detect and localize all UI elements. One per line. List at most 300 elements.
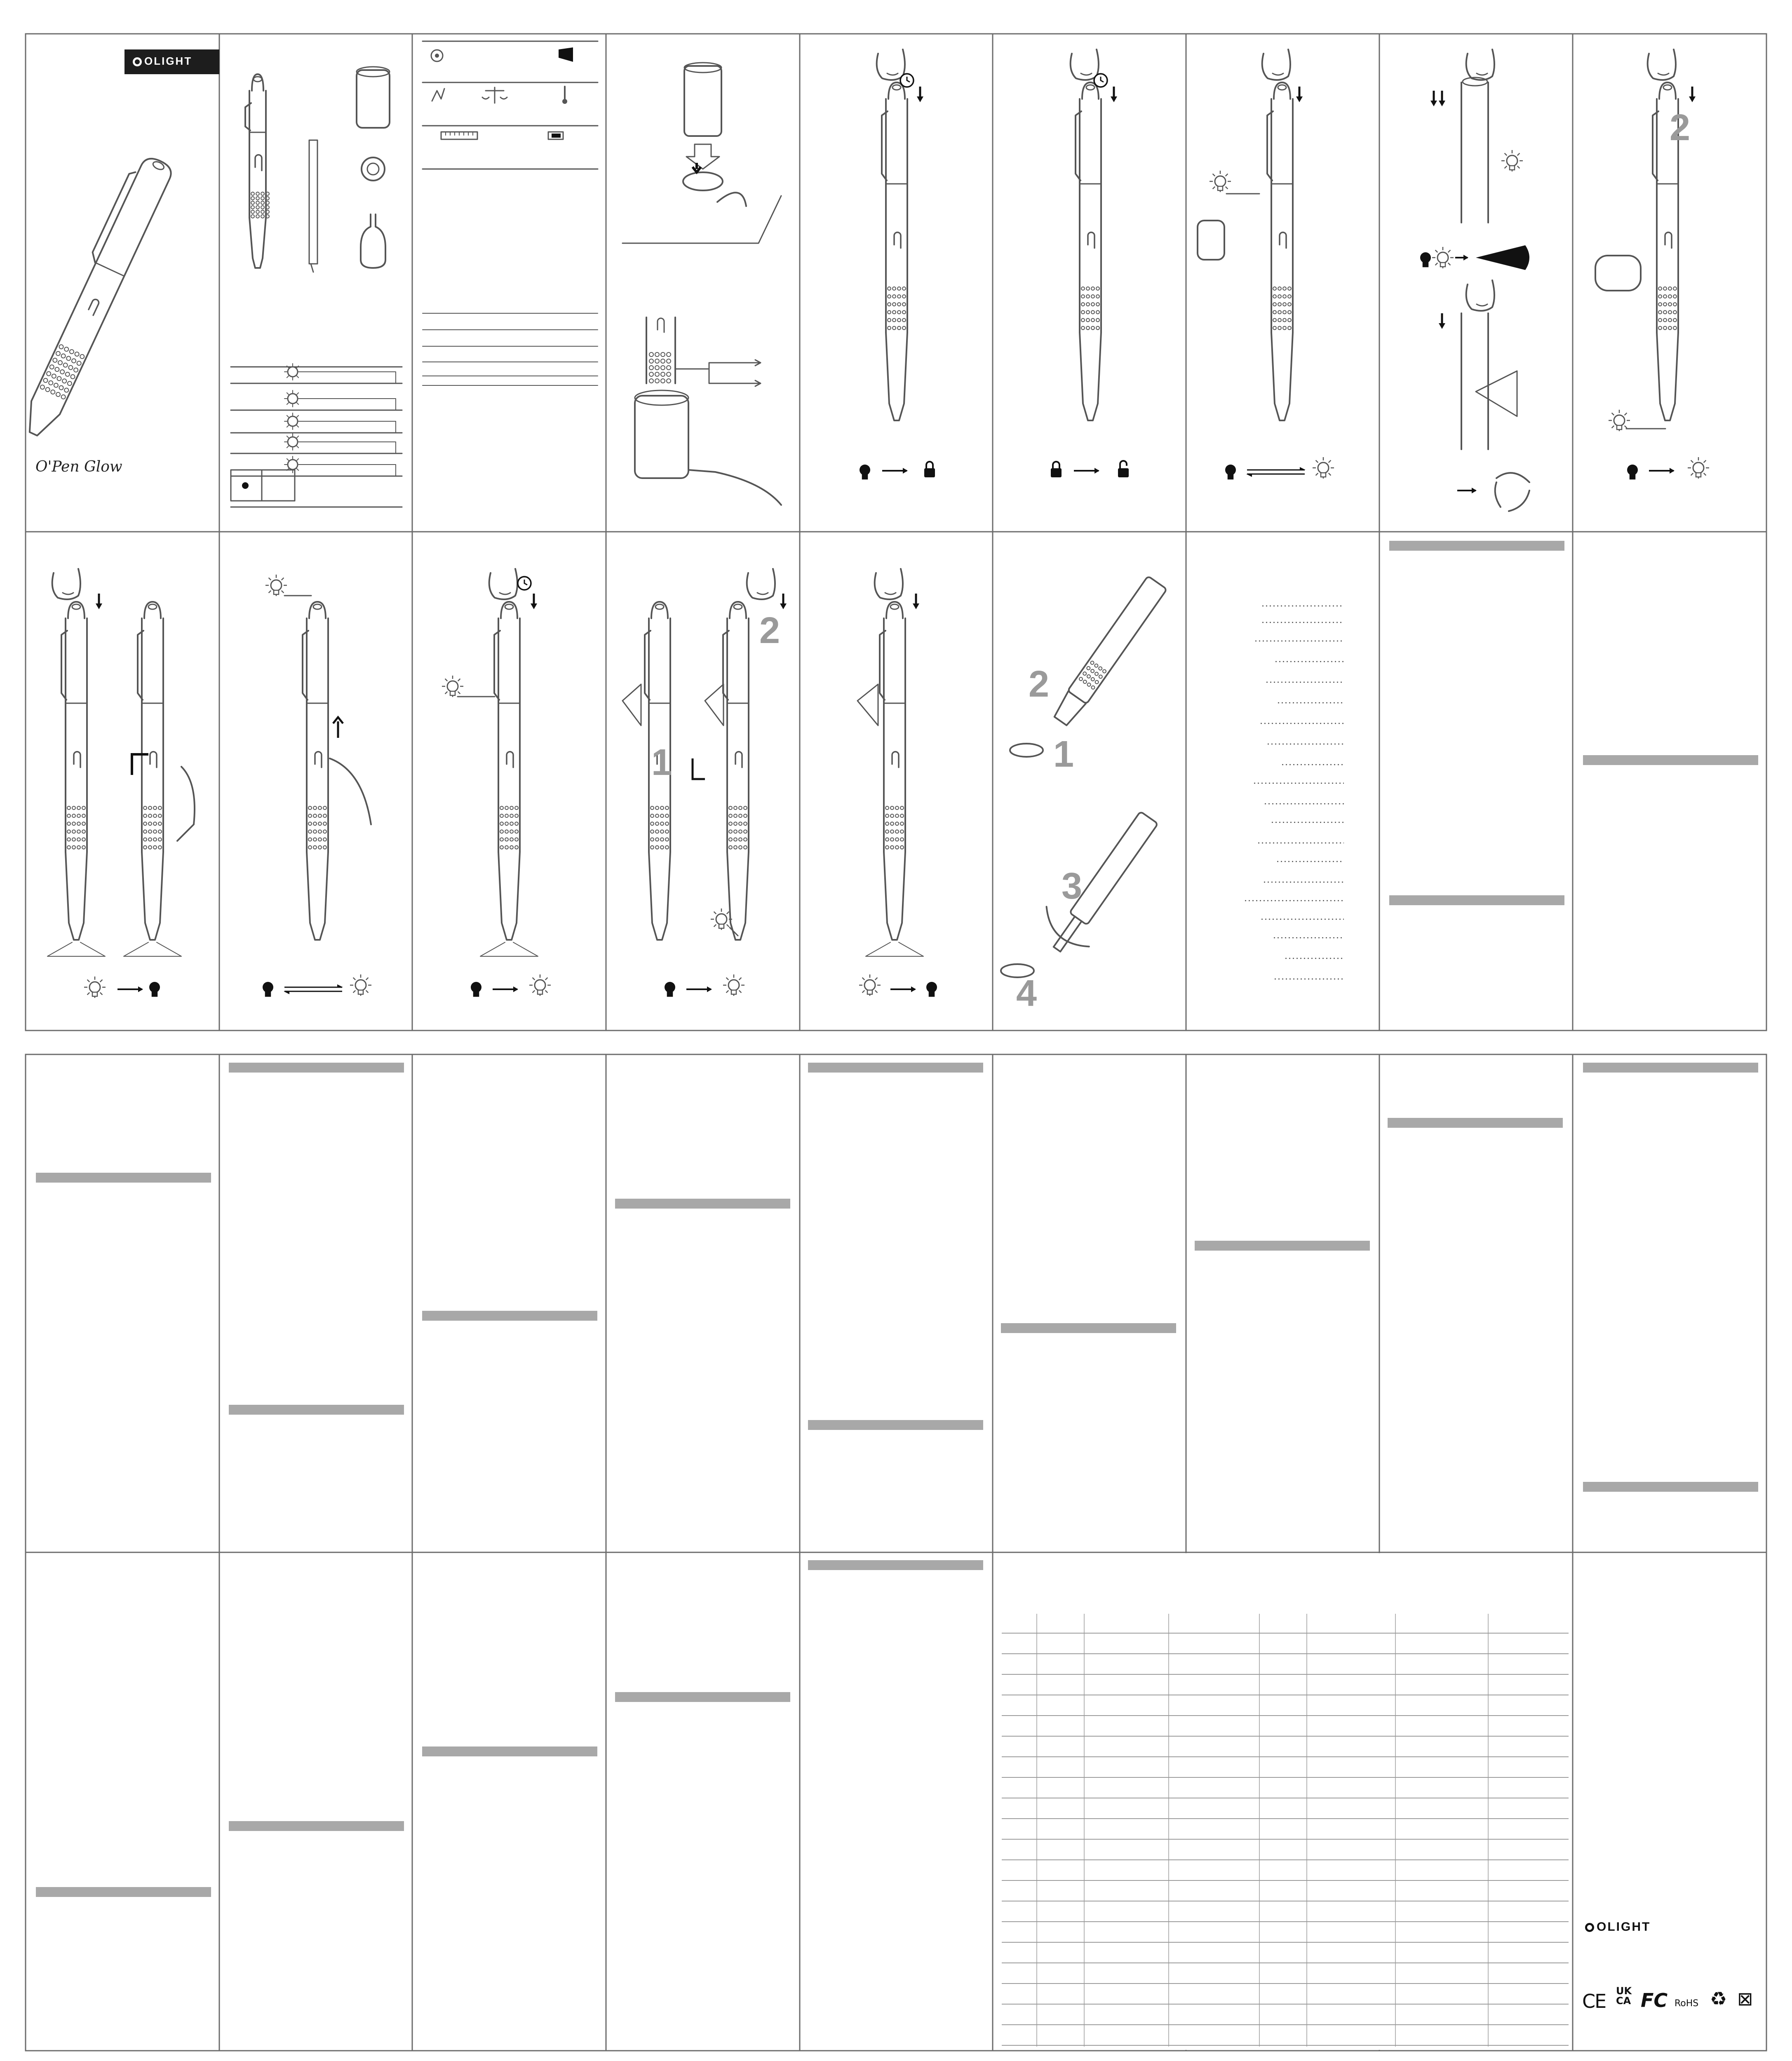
fingernail — [887, 73, 898, 75]
transition-arrow — [686, 986, 712, 992]
grip-dot — [885, 814, 889, 817]
bulb-glass — [1693, 462, 1704, 473]
grip-dot — [500, 838, 503, 841]
brand-logo-back-icon — [1585, 1923, 1594, 1932]
pen-illustration — [882, 82, 907, 420]
ruler-icon — [441, 132, 477, 139]
arrow-head — [531, 603, 537, 609]
refill-step-lower — [1030, 799, 1169, 964]
bulb-base — [1228, 475, 1233, 479]
grip-dot — [729, 814, 732, 817]
led-ray — [287, 436, 289, 438]
grip-dot — [66, 356, 71, 361]
toggle-arrows — [284, 984, 343, 994]
grip-dot — [1283, 319, 1286, 322]
recycle-icon: ♻ — [1710, 1988, 1727, 2010]
bulb-ray — [1691, 460, 1693, 463]
grip-dot — [665, 838, 669, 841]
bulb-off-icon — [1420, 252, 1431, 267]
grip-dot — [649, 379, 653, 383]
grip-dot — [251, 215, 254, 218]
grip-dot — [651, 830, 654, 833]
bulb-ray — [1625, 426, 1627, 428]
grip-dot — [655, 359, 659, 363]
grip-dot — [900, 846, 904, 849]
grip-dot — [261, 201, 264, 204]
grip-dot — [256, 197, 259, 200]
pen-barrel — [66, 618, 87, 852]
grip-dot — [510, 838, 513, 841]
pen-button — [734, 604, 742, 609]
grip-dot — [318, 814, 322, 817]
bulb-glass — [471, 982, 481, 993]
indicator-leader — [301, 399, 396, 410]
pen-slider — [255, 155, 262, 171]
fcc-mark: FC — [1641, 1989, 1668, 2012]
grip-dot — [892, 319, 896, 322]
charging-steps — [622, 63, 781, 505]
bulb-base — [667, 992, 672, 996]
bulb-base — [92, 992, 97, 996]
grip-dot — [1668, 326, 1672, 330]
grip-dot — [660, 814, 664, 817]
bulb-on-icon — [1688, 457, 1709, 479]
grip-dot — [744, 830, 747, 833]
bulb-base — [1440, 263, 1445, 267]
grip-dot — [261, 192, 264, 195]
grip-dot — [510, 830, 513, 833]
grip-dot — [500, 822, 503, 825]
section-heading-bar — [1583, 755, 1758, 765]
indicator-leader — [301, 442, 396, 453]
bulb-ray — [87, 980, 90, 982]
grip-dot — [665, 846, 669, 849]
brand-logo — [133, 55, 192, 68]
section-heading-bar — [615, 1199, 790, 1209]
grip-dot — [744, 814, 747, 817]
grip-dot — [744, 838, 747, 841]
grip-dot — [1288, 295, 1291, 298]
arrow-head — [1094, 468, 1099, 474]
grip-dot — [148, 814, 152, 817]
grip-dot — [61, 394, 66, 399]
grip-dot — [158, 814, 162, 817]
bulb-ray — [282, 578, 284, 580]
grip-dot — [665, 814, 669, 817]
bulb-glass — [728, 980, 739, 991]
grip-dot — [1086, 287, 1090, 290]
grip-dot — [1081, 295, 1085, 298]
pen-barrel — [886, 99, 907, 333]
grip-dot — [895, 814, 899, 817]
bulb-ray — [1329, 460, 1331, 463]
grip-dot — [251, 210, 254, 214]
press-down-arrow-icon — [1689, 87, 1696, 102]
grip-dot — [318, 822, 322, 825]
bulb-on-icon — [1313, 457, 1334, 479]
pen-tip — [1080, 333, 1101, 420]
grip-dot — [888, 319, 891, 322]
bulb-ray — [1435, 250, 1438, 253]
arrow-head — [911, 986, 916, 992]
grip-dot — [256, 201, 259, 204]
grip-dot — [1273, 303, 1276, 306]
pen-slider — [507, 752, 513, 768]
cycle-arc — [1496, 473, 1529, 482]
grip-dot — [323, 830, 326, 833]
section-heading-bar — [422, 1311, 597, 1321]
grip-dot — [1273, 295, 1276, 298]
scale-icon — [482, 87, 507, 103]
grip-dot — [313, 814, 317, 817]
grip-dot — [1086, 303, 1090, 306]
pen-tip — [884, 852, 905, 940]
bulb-ray — [100, 993, 103, 995]
pen-slider — [1088, 232, 1094, 248]
bulb-glass — [1437, 252, 1448, 263]
brand-logo-text: OLIGHT — [144, 55, 193, 67]
grip-dot — [510, 822, 513, 825]
grip-dot — [71, 358, 76, 364]
finger-press — [52, 569, 80, 599]
finger-press — [1648, 49, 1676, 80]
grip-dot — [67, 814, 70, 817]
cycle-arc — [1509, 491, 1529, 511]
grip-dot — [49, 364, 54, 370]
led-ray — [297, 469, 298, 470]
bulb-base — [274, 590, 279, 594]
arrow-head — [1296, 96, 1303, 102]
bulb-ray — [533, 991, 535, 993]
grip-dot — [1096, 287, 1099, 290]
grip-dot — [72, 830, 75, 833]
arrow-head — [1300, 467, 1306, 470]
grip-dot — [1273, 310, 1276, 314]
lock-icon — [924, 462, 935, 477]
bulb-ray — [458, 692, 460, 694]
pen-barrel — [727, 618, 749, 852]
grip-dot — [1081, 310, 1085, 314]
pen-illustration — [1076, 82, 1101, 420]
arrow-head — [513, 986, 518, 992]
grip-dot — [1091, 310, 1094, 314]
grip-dot — [59, 344, 64, 350]
grip-dot — [897, 310, 901, 314]
specification-table — [1002, 1610, 1569, 2047]
grip-dot — [82, 814, 85, 817]
charge-base-outer — [362, 157, 385, 181]
grip-dot — [1283, 287, 1286, 290]
grip-dot — [82, 822, 85, 825]
pen-barrel — [649, 618, 670, 852]
cover-pen-clip — [89, 170, 137, 263]
grip-dot — [1663, 303, 1667, 306]
rotate-arrow-icon — [1010, 744, 1043, 757]
grip-dot — [48, 380, 54, 385]
grip-dot — [256, 210, 259, 214]
thermo-bulb — [562, 99, 567, 104]
bulb-off-icon — [471, 982, 481, 996]
grip-dot — [900, 822, 904, 825]
led-ray — [287, 393, 289, 394]
hand-outline — [330, 758, 371, 824]
floodlight-beam — [622, 684, 641, 725]
grip-dot — [70, 374, 75, 379]
bulb-ray — [282, 591, 284, 593]
bulb-glass — [716, 914, 727, 925]
grip-dot — [655, 372, 659, 376]
grip-dot — [510, 814, 513, 817]
mode-box — [231, 470, 295, 501]
grip-dot — [1090, 669, 1095, 673]
grip-dot — [660, 822, 664, 825]
pen-illustration — [47, 602, 105, 956]
battery-icon — [548, 132, 563, 139]
grip-dot — [734, 838, 737, 841]
arrow-head — [1670, 468, 1675, 474]
grip-dot — [739, 814, 742, 817]
grip-dot — [143, 814, 147, 817]
grip-dot — [1273, 287, 1276, 290]
grip-dot — [1288, 310, 1291, 314]
press-down-arrow-icon — [1296, 87, 1303, 102]
led-ray — [297, 425, 298, 427]
bulb-ray — [1435, 263, 1438, 265]
grip-dot — [655, 830, 659, 833]
arrow-head — [1246, 474, 1252, 477]
grip-dot — [895, 838, 899, 841]
floodlight-beam — [705, 684, 723, 725]
pen-illustration — [723, 602, 749, 940]
grip-dot — [80, 354, 85, 359]
pen-illustration — [303, 602, 328, 940]
pen-barrel — [1461, 82, 1488, 223]
grip-dot — [888, 326, 891, 330]
led-ray — [297, 403, 298, 404]
bulb-base — [731, 990, 736, 994]
cover-pen — [12, 151, 175, 440]
pen-barrel — [1271, 99, 1293, 333]
grip-dot — [1668, 310, 1672, 314]
battery-level — [552, 134, 561, 138]
spotlight-beam — [1476, 245, 1529, 270]
grip-dot — [55, 351, 61, 356]
bulb-base — [867, 990, 872, 994]
grip-dot — [895, 806, 899, 810]
bulb-ray — [1505, 166, 1507, 169]
grip-dot — [1658, 295, 1662, 298]
grip-dot — [665, 806, 669, 810]
grip-dot — [158, 838, 162, 841]
press-down-arrow-icon — [917, 87, 923, 102]
grip-dot — [72, 838, 75, 841]
pen-button — [890, 604, 899, 609]
press-down-arrow-icon — [1439, 91, 1445, 106]
section-heading-bar — [1195, 1241, 1370, 1251]
pen-slider — [74, 752, 80, 768]
grip-dot — [888, 295, 891, 298]
grip-dot — [1091, 295, 1094, 298]
grip-dot — [902, 287, 906, 290]
bulb-off-icon — [149, 982, 160, 996]
grip-dot — [1096, 326, 1099, 330]
grip-dot — [1078, 677, 1083, 681]
grip-dot — [72, 806, 75, 810]
bulb-on-icon — [711, 908, 732, 930]
grip-dot — [153, 830, 157, 833]
finger-press — [1262, 49, 1290, 80]
grip-dot — [1086, 310, 1090, 314]
grip-dot — [1673, 287, 1677, 290]
pen-slider — [315, 752, 322, 768]
slider-detail-circle — [1198, 221, 1224, 260]
bulb-ray — [1448, 263, 1451, 265]
grip-dot — [500, 846, 503, 849]
battery-level-icon — [362, 157, 385, 181]
bulb-on-icon — [1432, 247, 1454, 268]
grip-dot — [1086, 674, 1091, 678]
battery-indicator-led — [284, 390, 301, 407]
grip-dot — [1288, 326, 1291, 330]
cap-body — [684, 66, 721, 136]
bulb-ray — [714, 912, 716, 914]
bulb-ray — [353, 978, 356, 980]
rohs-mark: RoHS — [1675, 1998, 1699, 2009]
section-heading-bar — [229, 1405, 404, 1415]
step-number: 3 — [1062, 866, 1083, 907]
pen-tip — [66, 852, 87, 940]
grip-dot — [323, 822, 326, 825]
grip-dot — [1673, 319, 1677, 322]
grip-dot — [46, 371, 51, 376]
pen-button — [1086, 85, 1094, 90]
bulb-ray — [1448, 250, 1451, 253]
grip-dot — [158, 846, 162, 849]
bulb-off-icon — [926, 982, 937, 996]
bulb-ray — [1625, 413, 1627, 415]
pen-illustration — [1267, 82, 1293, 420]
grip-dot — [515, 846, 518, 849]
grip-dot — [1658, 310, 1662, 314]
grip-dot — [897, 287, 901, 290]
bulb-ray — [714, 925, 716, 927]
slide-arrow-icon — [693, 758, 705, 779]
grip-dot — [655, 846, 659, 849]
grip-dot — [505, 814, 508, 817]
bulb-ray — [862, 978, 865, 980]
grip-dot — [500, 814, 503, 817]
bulb-ray — [269, 578, 271, 580]
indicator-leader — [676, 363, 759, 383]
led-ring — [288, 460, 298, 469]
bulb-glass — [447, 681, 458, 692]
grip-dot — [649, 366, 653, 370]
floodlight-beam — [866, 942, 923, 956]
pen-button — [313, 604, 322, 609]
grip-dot — [1283, 310, 1286, 314]
lock-body — [1051, 468, 1062, 477]
beam-icon — [559, 47, 573, 62]
bulb-base — [1218, 186, 1223, 190]
transition-arrow — [1457, 488, 1477, 493]
grip-dot — [308, 814, 312, 817]
grip-dot — [1658, 326, 1662, 330]
grip-dot — [1083, 679, 1087, 684]
grip-dot — [902, 319, 906, 322]
step-number: 1 — [1053, 734, 1074, 775]
bulb-ray — [1505, 153, 1507, 156]
grip-dot — [148, 846, 152, 849]
grip-dot — [1091, 685, 1095, 690]
arrow-head — [1472, 488, 1477, 493]
pen-button — [148, 604, 157, 609]
grip-dot — [661, 372, 665, 376]
section-heading-bar — [229, 1063, 404, 1073]
grip-dot — [61, 353, 66, 359]
spec-icons — [423, 41, 598, 385]
bulb-base — [719, 924, 724, 928]
bulb-base — [1617, 425, 1622, 430]
grip-dot — [651, 846, 654, 849]
pen-tip — [1052, 691, 1086, 727]
transition-arrow — [493, 986, 518, 992]
led-ring — [288, 437, 298, 447]
floodlight-beam — [1476, 371, 1517, 416]
bulb-ray — [1691, 473, 1693, 476]
pen-tip — [498, 852, 520, 940]
led-ring — [288, 367, 298, 377]
press-down-arrow-icon — [1111, 87, 1117, 102]
grip-dot — [734, 806, 737, 810]
pen-tip — [142, 852, 163, 940]
grip-dot — [739, 830, 742, 833]
led-ray — [287, 459, 289, 460]
grip-dot — [890, 846, 894, 849]
transition-arrow — [890, 986, 916, 992]
brand-logo-back-text: OLIGHT — [1597, 1920, 1651, 1934]
pen-barrel — [249, 91, 266, 218]
bulb-on-icon — [442, 676, 463, 697]
grip-dot — [82, 830, 85, 833]
grip-dot — [77, 838, 80, 841]
bulb-base — [474, 992, 479, 996]
grip-dot — [667, 372, 671, 376]
bulb-base — [1630, 475, 1635, 479]
grip-dot — [261, 215, 264, 218]
pen-slider — [892, 752, 899, 768]
arrow-head — [917, 96, 923, 102]
bulb-ray — [1612, 426, 1614, 428]
bulb-base — [358, 990, 363, 994]
bulb-base — [450, 691, 455, 695]
bulb-glass — [149, 982, 160, 993]
grip-dot — [67, 846, 70, 849]
bulb-ray — [862, 991, 865, 993]
grip-dot — [1091, 303, 1094, 306]
leader-arrow — [755, 360, 761, 386]
grip-dot — [153, 846, 157, 849]
led-ray — [297, 415, 298, 417]
grip-dot — [651, 838, 654, 841]
refill-icon — [309, 140, 317, 272]
lock-body — [924, 468, 935, 477]
pen-barrel — [142, 618, 163, 852]
grip-dot — [885, 846, 889, 849]
arrow-head — [1111, 96, 1117, 102]
bulb-ray — [1226, 174, 1228, 176]
grip-dot — [1102, 669, 1106, 674]
fingernail — [1081, 73, 1092, 75]
